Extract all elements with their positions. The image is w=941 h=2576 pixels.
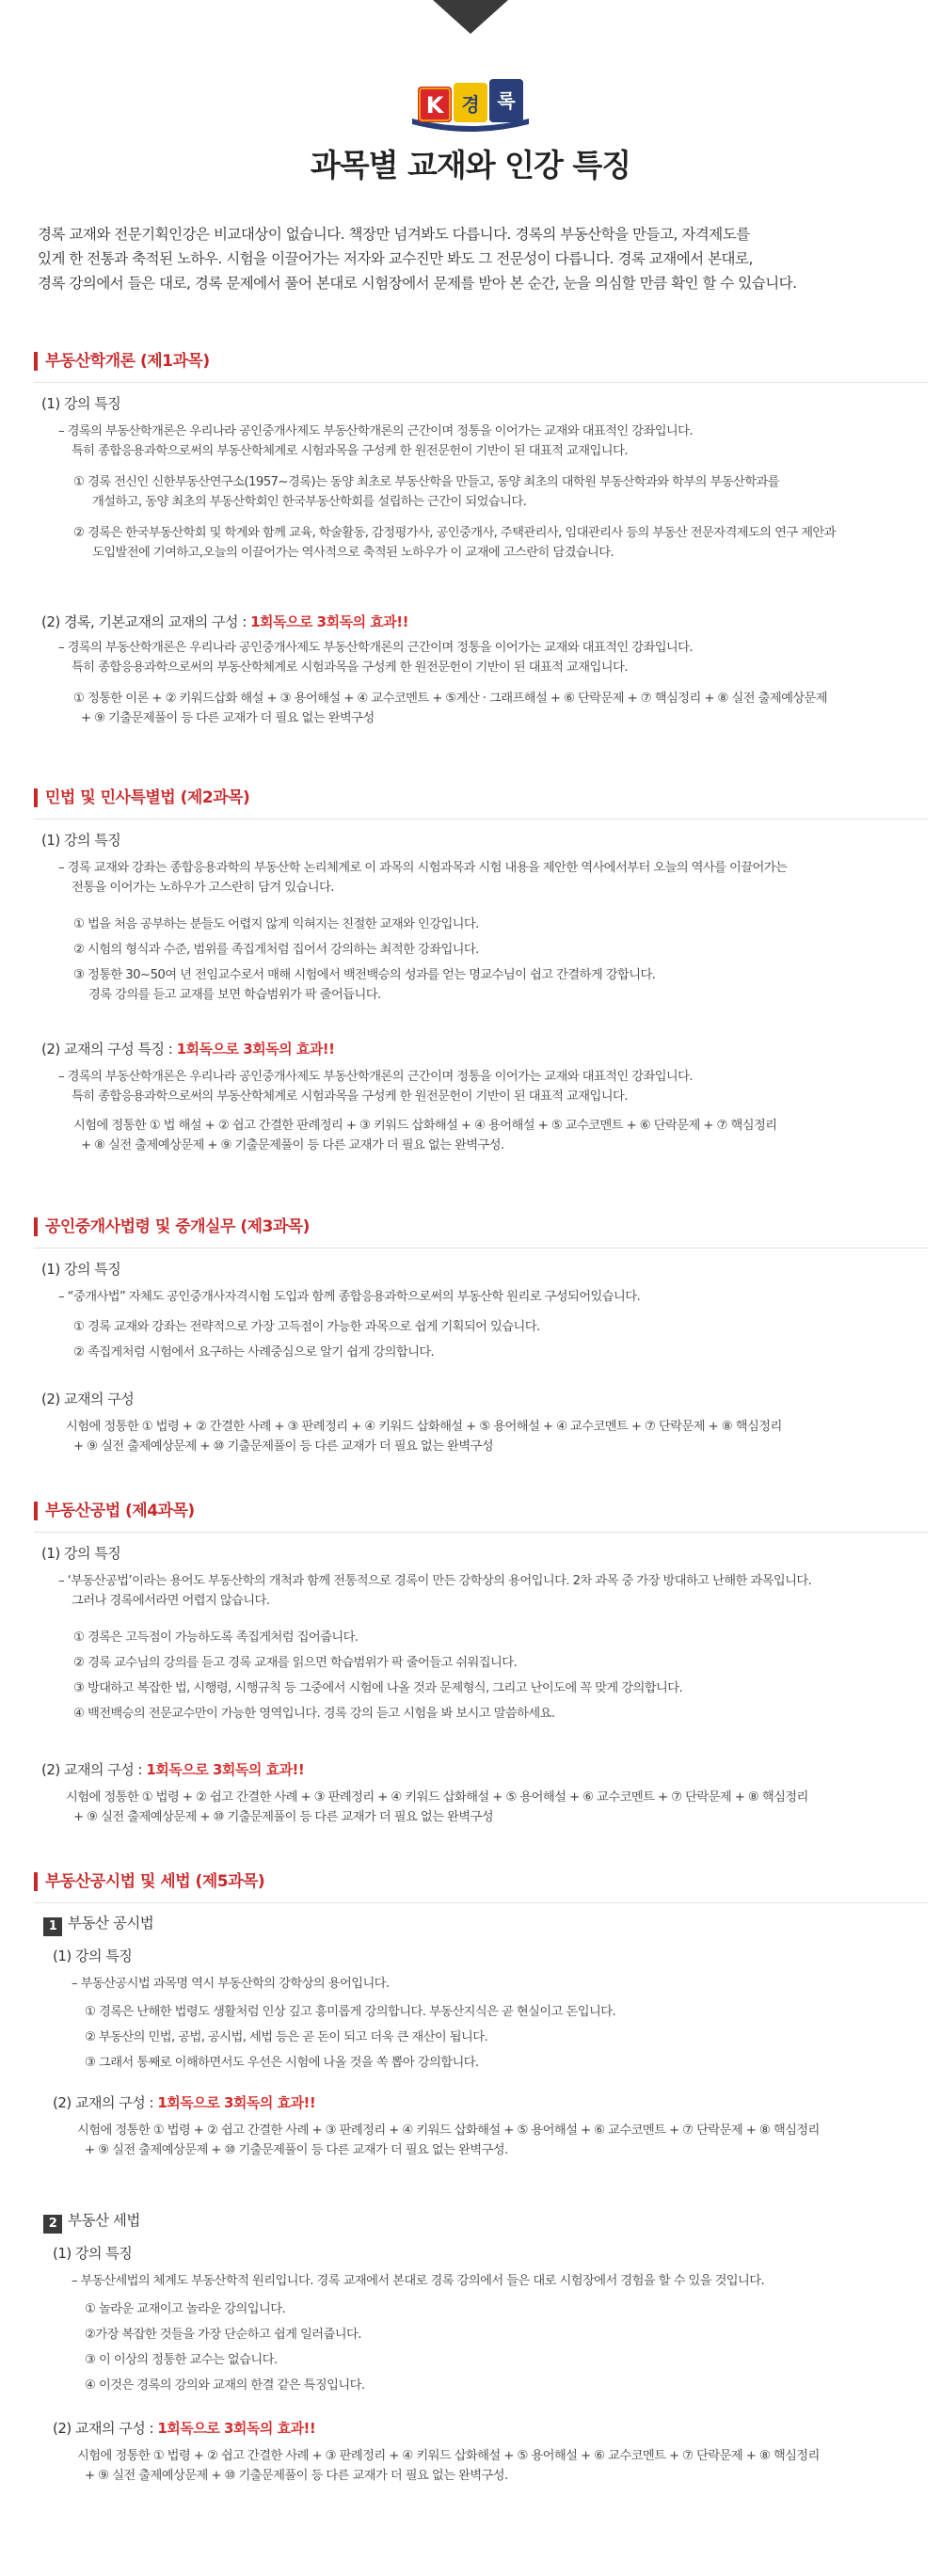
- text-line: 특히 종합응용과학으로써의 부동산학체계로 시험과목을 구성케 한 원전문헌이 기반이 된 대표적 교재입니다.: [72, 660, 628, 675]
- text-line: 시험에 정통한 ① 법 해설 + ② 쉽고 간결한 판례정리 + ③ 키워드 삽화해설 + ④ 용어해설 + ⑤ 교수코멘트 + ⑥ 단락문제 + ⑦ 핵심정리: [73, 1119, 777, 1133]
- text-line: 특히 종합응용과학으로써의 부동산학체계로 시험과목을 구성케 한 원전문헌이 기반이 된 대표적 교재입니다.: [72, 444, 628, 458]
- intro-line: 경록 교재와 전문기획인강은 비교대상이 없습니다. 책장만 넘겨봐도 다릅니다. 경록의 부동산학을 만들고, 자격제도를: [38, 226, 750, 243]
- intro-line: 경록 강의에서 들은 대로, 경록 문제에서 풀어 본대로 시험장에서 문제를 받아 본 순간, 눈을 의심할 만큼 확인 할 수 있습니다.: [38, 275, 797, 292]
- top-notch-icon: [433, 0, 508, 34]
- text-line: + ⑨ 실전 출제예상문제 + ⑩ 기출문제풀이 등 다른 교재가 더 필요 없는 완벽구성: [73, 1439, 493, 1454]
- text-line: 시험에 정통한 ① 법령 + ② 간결한 사례 + ③ 판례정리 + ④ 키워드 삽화해설 + ⑤ 용어해설 + ④ 교수코멘트 + ⑦ 단락문제 + ⑧ 핵심정리: [66, 1420, 782, 1434]
- lecture-description: [72, 1974, 390, 1994]
- lecture-points: [85, 2002, 615, 2073]
- text-line: ④ 백전백승의 전문교수만이 가능한 영역입니다. 경록 강의 듣고 시험을 봐 보시고 말씀하세요.: [73, 1707, 555, 1721]
- highlight-text: 1회독으로 3회독의 효과!!: [250, 613, 408, 630]
- kyungrok-logo: [405, 77, 536, 132]
- text-line: – ‘부동산공법’이라는 용어도 부동산학의 개척과 함께 전통적으로 경록이 만든 강학상의 용어입니다. 2차 과목 중 가장 방대하고 난해한 과목입니다.: [58, 1574, 812, 1588]
- text-line: – 경록의 부동산학개론은 우리나라 공인중개사제도 부동산학개론의 근간이며 정통을 이어가는 교재와 대표적인 강좌입니다.: [58, 424, 694, 438]
- intro-line: 있게 한 전통과 축적된 노하우. 시험을 이끌어가는 저자와 교수진만 봐도 그 전문성이 다릅니다. 경록 교재에서 본대로,: [38, 250, 753, 267]
- part-number-badge: 1: [43, 1917, 62, 1936]
- lecture-features-heading: (1) 강의 특징: [53, 1948, 133, 1964]
- lecture-points: [85, 2299, 364, 2395]
- textbook-items: [73, 689, 827, 728]
- text-line: 개설하고, 동양 최초의 부동산학회인 한국부동산학회를 설립하는 근간이 되었습니다.: [92, 495, 527, 509]
- lecture-description: [72, 2271, 764, 2291]
- text-line: – 경록의 부동산학개론은 우리나라 공인중개사제도 부동산학개론의 근간이며 정통을 이어가는 교재와 대표적인 강좌입니다.: [58, 641, 694, 655]
- text-line: ① 정통한 이론 + ② 키워드삽화 해설 + ③ 용어해설 + ④ 교수코멘트 + ⑤계산 · 그래프해설 + ⑥ 단락문제 + ⑦ 핵심정리 + ⑧ 실전 출제예상문제: [73, 692, 828, 706]
- lecture-points: [73, 1317, 540, 1362]
- section-subject-4: [34, 1500, 928, 1824]
- highlight-text: 1회독으로 3회독의 효과!!: [157, 2094, 316, 2111]
- section-subject-1: [34, 350, 928, 725]
- textbook-structure-heading: [41, 612, 408, 632]
- text-line: 전통을 이어가는 노하우가 고스란히 담겨 있습니다.: [72, 881, 334, 895]
- text-line: ② 시험의 형식과 수준, 범위를 족집게처럼 집어서 강의하는 최적한 강좌입니다.: [73, 943, 479, 957]
- lecture-description: [58, 1571, 811, 1611]
- text-line: 시험에 정통한 ① 법령 + ② 쉽고 간결한 사례 + ③ 판례정리 + ④ 키워드 삽화해설 + ⑤ 용어해설 + ⑥ 교수코멘트 + ⑦ 단락문제 + ⑧ 핵심정리: [66, 1790, 808, 1805]
- text-line: ① 경록 교재와 강좌는 전략적으로 가장 고득점이 가능한 과목으로 쉽게 기획되어 있습니다.: [73, 1320, 540, 1334]
- section-divider: [34, 1532, 928, 1533]
- text-line: 경록 강의를 듣고 교재를 보면 학습범위가 팍 줄어듭니다.: [88, 988, 381, 1002]
- text-line: – 부동산세법의 체계도 부동산학적 원리입니다. 경록 교재에서 본대로 경록 강의에서 들은 대로 시험장에서 경험을 할 수 있을 것입니다.: [72, 2274, 765, 2288]
- highlight-text: 1회독으로 3회독의 효과!!: [176, 1041, 335, 1057]
- section-title: 민법 및 민사특별법 (제2과목): [34, 787, 928, 809]
- logo-char-k: K: [425, 92, 444, 119]
- lecture-features-heading: (1) 강의 특징: [41, 1545, 121, 1562]
- lecture-points: [73, 914, 655, 1005]
- part-number-badge: 2: [43, 2215, 62, 2234]
- heading-text: (2) 교재의 구성 :: [41, 1761, 147, 1778]
- textbook-description: [58, 638, 693, 677]
- text-line: ① 경록은 고득점이 가능하도록 족집게처럼 집어줍니다.: [73, 1630, 359, 1645]
- text-line: + ⑨ 실전 출제예상문제 + ⑩ 기출문제풀이 등 다른 교재가 더 필요 없는 완벽구성: [73, 1810, 493, 1824]
- text-line: ③ 정통한 30~50여 년 전임교수로서 매해 시험에서 백전백승의 성과를 얻는 명교수님이 쉽고 간결하게 강합니다.: [73, 968, 656, 982]
- text-line: ② 경록 교수님의 강의를 듣고 경록 교재를 읽으면 학습범위가 팍 줄어들고 쉬워집니다.: [73, 1656, 518, 1670]
- page-title: 과목별 교재와 인강 특징: [310, 147, 631, 183]
- text-line: ② 부동산의 민법, 공법, 공시법, 세법 등은 곧 돈이 되고 더욱 큰 재산이 됩니다.: [85, 2030, 488, 2044]
- heading-text: (2) 교재의 구성 특징 :: [41, 1041, 177, 1057]
- textbook-items: [77, 2121, 820, 2160]
- text-line: ③ 이 이상의 정통한 교수는 없습니다.: [85, 2353, 278, 2367]
- text-line: 시험에 정통한 ① 법령 + ② 쉽고 간결한 사례 + ③ 판례정리 + ④ 키워드 삽화해설 + ⑤ 용어해설 + ⑥ 교수코멘트 + ⑦ 단락문제 + ⑧ 핵심정리: [77, 2449, 820, 2463]
- section-subject-5: [34, 1870, 928, 2483]
- highlight-text: 1회독으로 3회독의 효과!!: [157, 2420, 316, 2437]
- text-line: ④ 이것은 경록의 강의와 교재의 한결 같은 특징입니다.: [85, 2378, 365, 2393]
- textbook-structure-heading: [41, 1759, 304, 1780]
- heading-text: (2) 경록, 기본교재의 교재의 구성 :: [41, 613, 251, 630]
- text-line: 특히 종합응용과학으로써의 부동산학체계로 시험과목을 구성케 한 원전문헌이 기반이 된 대표적 교재입니다.: [72, 1089, 628, 1104]
- highlight-text: 1회독으로 3회독의 효과!!: [146, 1761, 305, 1778]
- text-line: 도입발전에 기여하고,오늘의 이끌어가는 역사적으로 축적된 노하우가 이 교재에 고스란히 담겼습니다.: [92, 546, 614, 560]
- text-line: + ⑨ 실전 출제예상문제 + ⑩ 기출문제풀이 등 다른 교재가 더 필요 없는 완벽구성.: [85, 2143, 508, 2157]
- section-title: 부동산공법 (제4과목): [34, 1500, 928, 1522]
- text-line: – 부동산공시법 과목명 역시 부동산학의 강학상의 용어입니다.: [72, 1977, 390, 1991]
- lecture-features-heading: (1) 강의 특징: [53, 2245, 133, 2262]
- text-line: + ⑨ 기출문제풀이 등 다른 교재가 더 필요 없는 완벽구성: [81, 711, 375, 725]
- textbook-items: [66, 1788, 808, 1827]
- text-line: ① 경록 전신인 신한부동산연구소(1957~경록)는 동양 최초로 부동산학을 만들고, 동양 최초의 대학원 부동산학과와 학부의 부동산학과를: [73, 475, 779, 489]
- lecture-description: [58, 421, 693, 461]
- heading-text: (2) 교재의 구성 :: [53, 2094, 158, 2111]
- lecture-point-1: [73, 472, 779, 512]
- lecture-points: [73, 1628, 682, 1724]
- part-title-real-estate-tax: [43, 2209, 140, 2234]
- logo-char-kyung: 경: [461, 93, 480, 116]
- textbook-items: [73, 1116, 776, 1155]
- section-title: 부동산학개론 (제1과목): [34, 350, 928, 373]
- part-title-real-estate-registration: [43, 1912, 153, 1936]
- part-title-text: 부동산 세법: [68, 2212, 140, 2229]
- text-line: – “중개사법” 자체도 공인중개사자격시험 도입과 함께 종합응용과학으로써의 부동산학 원리로 구성되어있습니다.: [58, 1290, 641, 1304]
- textbook-structure-heading: [41, 1039, 335, 1059]
- textbook-structure-heading: [53, 2092, 315, 2113]
- lecture-point-2: [73, 523, 836, 563]
- textbook-items: [66, 1417, 782, 1456]
- lecture-features-heading: (1) 강의 특징: [41, 1261, 121, 1278]
- textbook-items: [77, 2446, 820, 2486]
- text-line: ① 법을 처음 공부하는 분들도 어렵지 않게 익혀지는 친절한 교재와 인강입니다.: [73, 917, 479, 931]
- text-line: ③ 방대하고 복잡한 법, 시행령, 시행규칙 등 그중에서 시험에 나올 것과 문제형식, 그리고 난이도에 꼭 맞게 강의합니다.: [73, 1681, 683, 1695]
- lecture-description: [58, 1287, 640, 1307]
- textbook-description: [58, 1067, 693, 1106]
- text-line: + ⑨ 실전 출제예상문제 + ⑩ 기출문제풀이 등 다른 교재가 더 필요 없는 완벽구성.: [85, 2469, 508, 2483]
- text-line: ② 경록은 한국부동산학회 및 학계와 함께 교육, 학술활동, 감정평가사, 공인중개사, 주택관리사, 임대관리사 등의 부동산 전문자격제도의 연구 제안과: [73, 526, 836, 540]
- text-line: – 경록 교재와 강좌는 종합응용과학의 부동산학 논리체계로 이 과목의 시험과목과 시험 내용을 제안한 역사에서부터 오늘의 역사를 이끌어가는: [58, 861, 788, 875]
- text-line: ① 놀라운 교재이고 놀라운 강의입니다.: [85, 2302, 286, 2316]
- section-title: 공인중개사법령 및 중개실무 (제3과목): [34, 1216, 928, 1238]
- textbook-structure-heading: [53, 2418, 315, 2439]
- text-line: – 경록의 부동산학개론은 우리나라 공인중개사제도 부동산학개론의 근간이며 정통을 이어가는 교재와 대표적인 강좌입니다.: [58, 1070, 694, 1084]
- textbook-structure-heading: (2) 교재의 구성: [41, 1391, 135, 1407]
- lecture-features-heading: (1) 강의 특징: [41, 832, 121, 849]
- text-line: ① 경록은 난해한 법령도 생활처럼 인상 깊고 흥미롭게 강의합니다. 부동산지식은 곧 현실이고 돈입니다.: [85, 2005, 616, 2019]
- part-title-text: 부동산 공시법: [68, 1915, 154, 1932]
- text-line: ② 족집게처럼 시험에서 요구하는 사례중심으로 알기 쉽게 강의합니다.: [73, 1345, 435, 1360]
- text-line: ③ 그래서 통째로 이해하면서도 우선은 시험에 나올 것을 쏙 뽑아 강의합니다.: [85, 2056, 479, 2070]
- section-subject-3: [34, 1216, 928, 1454]
- intro-paragraph: [38, 222, 922, 295]
- section-divider: [34, 1902, 928, 1903]
- text-line: 그러나 경록에서라면 어렵지 않습니다.: [72, 1594, 270, 1608]
- heading-text: (2) 교재의 구성 :: [53, 2420, 158, 2437]
- text-line: ②가장 복잡한 것들을 가장 단순하고 쉽게 일러줍니다.: [85, 2328, 361, 2342]
- lecture-description: [58, 858, 787, 898]
- lecture-features-heading: (1) 강의 특징: [41, 395, 121, 412]
- logo-char-rok: 록: [497, 89, 516, 112]
- text-line: + ⑧ 실전 출제예상문제 + ⑨ 기출문제풀이 등 다른 교재가 더 필요 없는 완벽구성.: [81, 1138, 504, 1153]
- section-subject-2: [34, 787, 928, 1153]
- section-title: 부동산공시법 및 세법 (제5과목): [34, 1870, 928, 1893]
- section-divider: [34, 382, 928, 383]
- text-line: 시험에 정통한 ① 법령 + ② 쉽고 간결한 사례 + ③ 판례정리 + ④ 키워드 삽화해설 + ⑤ 용어해설 + ⑥ 교수코멘트 + ⑦ 단락문제 + ⑧ 핵심정리: [77, 2123, 820, 2138]
